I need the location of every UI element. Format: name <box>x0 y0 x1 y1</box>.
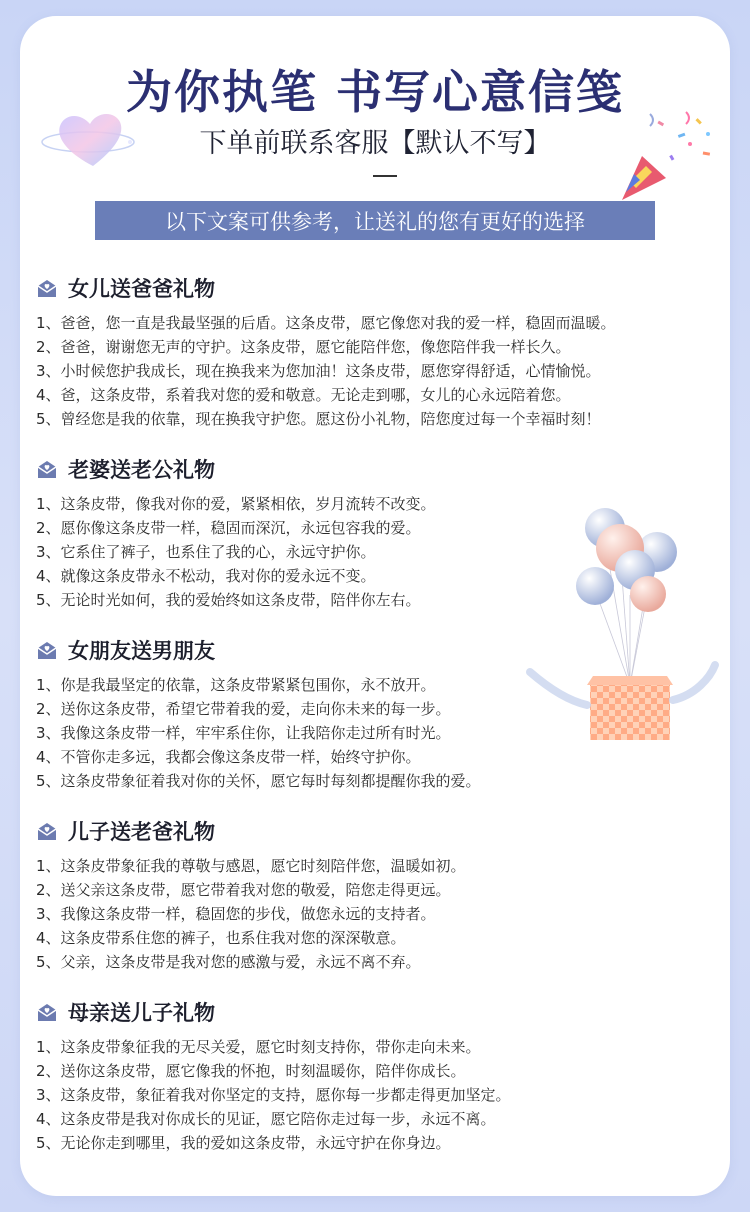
section-title: 老婆送老公礼物 <box>68 458 215 482</box>
list-item: 3、我像这条皮带一样，牢牢系住你，让我陪你走过所有时光。 <box>36 724 451 742</box>
list-item: 1、这条皮带，像我对你的爱，紧紧相依，岁月流转不改变。 <box>36 495 436 513</box>
section-son-to-father <box>36 816 736 974</box>
list-item: 1、这条皮带象征我的无尽关爱，愿它时刻支持你，带你走向未来。 <box>36 1038 481 1056</box>
list-item: 3、小时候您护我成长，现在换我来为您加油！这条皮带，愿您穿得舒适，心情愉悦。 <box>36 362 601 380</box>
list-item: 1、你是我最坚定的依靠，这条皮带紧紧包围你，永不放开。 <box>36 676 436 694</box>
list-item: 1、这条皮带象征我的尊敬与感恩，愿它时刻陪伴您，温暖如初。 <box>36 857 466 875</box>
list-item: 3、这条皮带，象征着我对你坚定的支持，愿你每一步都走得更加坚定。 <box>36 1086 511 1104</box>
reference-banner: 以下文案可供参考，让送礼的您有更好的选择 <box>95 201 655 240</box>
list-item: 5、无论时光如何，我的爱始终如这条皮带，陪伴你左右。 <box>36 591 421 609</box>
list-item: 3、我像这条皮带一样，稳固您的步伐，做您永远的支持者。 <box>36 905 436 923</box>
section-header <box>36 273 736 303</box>
list-item: 1、爸爸，您一直是我最坚强的后盾。这条皮带，愿它像您对我的爱一样，稳固而温暖。 <box>36 314 616 332</box>
list-item: 2、送你这条皮带，希望它带着我的爱，走向你未来的每一步。 <box>36 700 451 718</box>
list-item: 2、愿你像这条皮带一样，稳固而深沉，永远包容我的爱。 <box>36 519 421 537</box>
section-wife-to-husband <box>36 454 736 612</box>
list-item: 2、爸爸，谢谢您无声的守护。这条皮带，愿它能陪伴您，像您陪伴我一样长久。 <box>36 338 571 356</box>
section-header <box>36 997 736 1027</box>
list-item: 3、它系住了裤子，也系住了我的心，永远守护你。 <box>36 543 376 561</box>
title-divider <box>373 175 397 177</box>
section-header <box>36 454 736 484</box>
section-title: 儿子送老爸礼物 <box>68 820 215 844</box>
heart-envelope-icon <box>36 277 58 299</box>
section-mother-to-son <box>36 997 736 1155</box>
list-item: 4、这条皮带系住您的裤子，也系住我对您的深深敬意。 <box>36 929 406 947</box>
list-item: 2、送父亲这条皮带，愿它带着我对您的敬爱，陪您走得更远。 <box>36 881 451 899</box>
section-header <box>36 635 736 665</box>
list-item: 2、送你这条皮带，愿它像我的怀抱，时刻温暖你，陪伴你成长。 <box>36 1062 466 1080</box>
section-daughter-to-father <box>36 273 736 431</box>
list-item: 4、这条皮带是我对你成长的见证，愿它陪你走过每一步，永远不离。 <box>36 1110 496 1128</box>
section-header <box>36 816 736 846</box>
list-item: 5、曾经您是我的依靠，现在换我守护您。愿这份小礼物，陪您度过每一个幸福时刻！ <box>36 410 601 428</box>
list-item: 5、这条皮带象征着我对你的关怀，愿它每时每刻都提醒你我的爱。 <box>36 772 481 790</box>
section-title: 母亲送儿子礼物 <box>68 1001 215 1025</box>
list-item: 5、无论你走到哪里，我的爱如这条皮带，永远守护在你身边。 <box>36 1134 451 1152</box>
list-item: 4、不管你走多远，我都会像这条皮带一样，始终守护你。 <box>36 748 421 766</box>
page-subtitle: 下单前联系客服【默认不写】 <box>199 128 551 159</box>
section-girlfriend-to-boyfriend <box>36 635 736 793</box>
list-item: 4、爸，这条皮带，系着我对您的爱和敬意。无论走到哪，女儿的心永远陪着您。 <box>36 386 571 404</box>
heart-envelope-icon <box>36 820 58 842</box>
list-item: 4、就像这条皮带永不松动，我对你的爱永远不变。 <box>36 567 376 585</box>
heart-envelope-icon <box>36 458 58 480</box>
heart-envelope-icon <box>36 639 58 661</box>
section-title: 女儿送爸爸礼物 <box>68 277 215 301</box>
heart-envelope-icon <box>36 1001 58 1023</box>
page-title: 为你执笔 书写心意信笺 <box>125 65 624 119</box>
list-item: 5、父亲，这条皮带是我对您的感激与爱，永远不离不弃。 <box>36 953 421 971</box>
section-title: 女朋友送男朋友 <box>68 639 215 663</box>
